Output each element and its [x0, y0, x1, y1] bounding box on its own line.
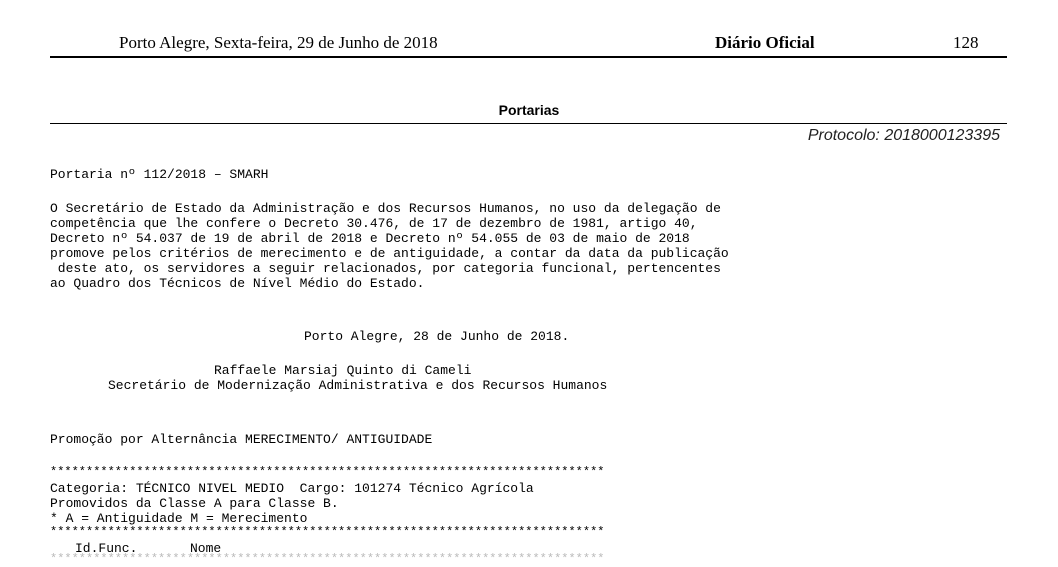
body-line: deste ato, os servidores a seguir relacionados, por categoria funcional, pertencentes: [50, 261, 721, 276]
body-line: O Secretário de Estado da Administração e dos Recursos Humanos, no uso da delegação de: [50, 201, 721, 216]
header-location-date: Porto Alegre, Sexta-feira, 29 de Junho de 2018: [119, 33, 438, 52]
body-line: ao Quadro dos Técnicos de Nível Médio do Estado.: [50, 276, 425, 291]
header-page-number: 128: [953, 33, 979, 52]
body-line: promove pelos critérios de merecimento e de antiguidade, a contar da data da publicação: [50, 246, 729, 261]
section-rule: [50, 123, 1007, 124]
signatory-role: Secretário de Modernização Administrativa e dos Recursos Humanos: [108, 378, 608, 393]
category-block: [50, 481, 534, 526]
body-line: Decreto nº 54.037 de 19 de abril de 2018 e Decreto nº 54.055 de 03 de maio de 2018: [50, 231, 690, 246]
category-line: Promovidos da Classe A para Classe B.: [50, 496, 339, 511]
table-header-id-func: Id.Func.: [75, 541, 138, 556]
body-line: competência que lhe confere o Decreto 30.476, de 17 de dezembro de 1981, artigo 40,: [50, 216, 698, 231]
separator-bottom: *****************************************************************************: [50, 525, 605, 539]
section-title: Portarias: [498, 102, 560, 118]
category-line: Categoria: TÉCNICO NIVEL MEDIO Cargo: 101274 Técnico Agrícola: [50, 481, 534, 496]
separator-cutoff: *****************************************************************************: [50, 552, 605, 566]
header-publication-title: Diário Oficial: [715, 33, 815, 52]
ordinance-body: [50, 201, 729, 291]
signatory-name: Raffaele Marsiaj Quinto di Cameli: [214, 363, 472, 378]
category-line: * A = Antiguidade M = Merecimento: [50, 511, 308, 526]
table-header-nome: Nome: [190, 541, 222, 556]
promotion-heading: Promoção por Alternância MERECIMENTO/ ANTIGUIDADE: [50, 432, 433, 447]
separator-top: *****************************************************************************: [50, 465, 605, 479]
protocol-number: Protocolo: 2018000123395: [807, 127, 1000, 144]
signing-date: Porto Alegre, 28 de Junho de 2018.: [304, 329, 570, 344]
ordinance-title: Portaria nº 112/2018 – SMARH: [50, 167, 269, 182]
header-rule: [50, 56, 1007, 58]
